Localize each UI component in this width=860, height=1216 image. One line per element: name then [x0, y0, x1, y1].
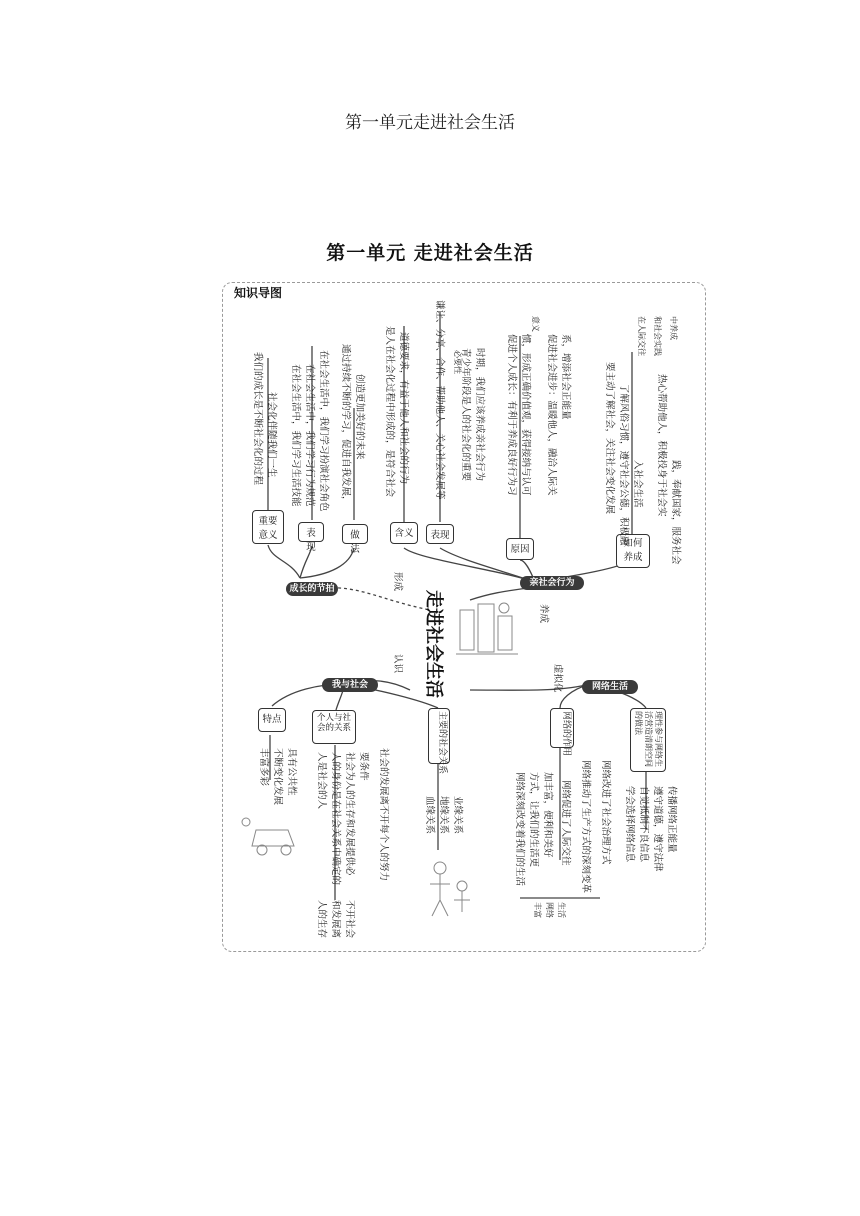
- box-method: 做法: [342, 524, 368, 544]
- text-line: 了解风俗习惯，遵守社会公德，积极融: [618, 384, 629, 546]
- box-individual-society: 个人与社会的关系: [312, 710, 356, 744]
- text-line: 青少年阶段是人的社会化的重要: [460, 348, 471, 482]
- box-main-relations: [428, 708, 450, 775]
- text-line: 业缘关系: [452, 796, 463, 835]
- side-line: 人的生存: [316, 900, 327, 939]
- tag-necessity: 必要性: [453, 350, 462, 374]
- side-line: 不开社会: [344, 900, 355, 939]
- text-line: 惯，形成正确价值观，获得接纳与认可: [520, 334, 531, 496]
- connector-cultivate: 养成: [538, 604, 549, 624]
- text-line: 丰富多彩: [258, 748, 269, 787]
- text-line: 网络促进了人际交往: [560, 780, 571, 866]
- box-reason: 原因: [506, 538, 534, 560]
- text-line: 创造更加美好的未来: [354, 374, 365, 460]
- text-line: 谦让、分享、合作、帮助他人、关心社会发展等: [434, 300, 445, 500]
- text-line: 社会的发展离不开每个人的努力: [378, 748, 389, 882]
- box-traits: 特点: [258, 708, 286, 732]
- text-line: 践，奉献国家，服务社会: [670, 460, 681, 565]
- text-line: 是人在社会化过程中形成的，是符合社会: [384, 326, 395, 498]
- side-line: 和发展离: [330, 900, 341, 939]
- box-expression: 表现: [298, 522, 324, 542]
- text-line: 社会化伴随我们一生: [266, 392, 277, 478]
- branch-growth-rhythm: 成长的节拍: [286, 582, 338, 596]
- connector-know: 认识: [392, 654, 403, 674]
- text-line: 系，增添社会正能量: [560, 334, 571, 420]
- text-line: 网络深刻改变着我们的生活: [514, 772, 525, 887]
- text-line: 方式，让我们的生活更: [528, 772, 539, 868]
- unit-heading: 第一单元 走进社会生活: [326, 242, 534, 264]
- text-line: 在社会生活中，我们学习行为规范: [304, 364, 315, 507]
- side-line: 丰富: [533, 902, 542, 918]
- document-title: 第一单元走进社会生活: [345, 113, 515, 133]
- text-line: 促进个人成长：有利于养成良好行为习: [506, 334, 517, 496]
- text-line: 人是社会的人: [316, 752, 327, 810]
- people-illustration: [420, 856, 480, 936]
- text-line: 入社会生活: [632, 460, 643, 508]
- text-line: 道德要求，有益于他人和社会的行为: [398, 332, 409, 485]
- text-line: 具有公共性: [286, 748, 297, 796]
- text-line: 加丰富，便利和美好: [542, 772, 553, 858]
- text-line: 在社会生活中，我们学习生活技能: [290, 364, 301, 507]
- box-meaning: 含义: [390, 522, 418, 544]
- box-main-relations-label: 主要的社会关系: [437, 711, 447, 775]
- tag-how: 和社会实践: [653, 316, 662, 356]
- branch-online-life: 网络生活: [582, 680, 638, 694]
- side-line: 生活: [557, 902, 566, 918]
- box-importance: 重要意义: [252, 510, 284, 544]
- box-rational-participation-inner: [631, 709, 665, 771]
- text-line: 不断变化发展: [272, 748, 283, 806]
- text-line: 要主动了解社会，关注社会变化发展: [604, 362, 615, 515]
- box-rational-participation-label: 理性参与网络生活营造清朗空间的做法: [634, 711, 663, 767]
- connector-virtual: 虚拟化: [552, 664, 563, 693]
- family-car-illustration: [240, 806, 304, 866]
- branch-prosocial-behavior: 亲社会行为: [520, 576, 584, 590]
- tag-how: 中养成: [669, 316, 678, 340]
- text-line: 社会为人的生存和发展提供必: [344, 752, 355, 876]
- text-line: 传播网络正能量: [666, 786, 677, 853]
- box-manifestation: 表现: [426, 524, 454, 544]
- text-line: 遵守道德，遵守法律: [652, 786, 663, 872]
- text-line: 人的身份是在社会关系中确定的: [330, 752, 341, 886]
- box-network-role: [550, 708, 574, 757]
- text-line: 通过持续不断的学习，促进自我发展，: [340, 344, 351, 506]
- branch-me-and-society: 我与社会: [322, 678, 378, 692]
- text-line: 时期，我们应该养成亲社会行为: [474, 348, 485, 482]
- text-line: 促进社会进步：温暖他人，融洽人际关: [546, 334, 557, 496]
- text-line: 血缘关系: [424, 796, 435, 835]
- box-rational-participation: [630, 708, 666, 772]
- tag-how: 在人际交往: [637, 316, 646, 356]
- side-line: 网络: [545, 902, 554, 918]
- tag-significance: 意义: [531, 316, 540, 332]
- text-line: 网络改进了社会治理方式: [600, 760, 611, 865]
- text-line: 热心帮助他人，积极投身于社会实: [656, 374, 667, 517]
- text-line: 网络推动了生产方式的深刻变革: [580, 760, 591, 894]
- text-line: 地缘关系: [438, 796, 449, 835]
- box-network-role-label: 网络的作用: [561, 711, 571, 757]
- text-line: 自觉抵制不良信息: [638, 786, 649, 863]
- text-line: 我们的成长是不断社会化的过程: [252, 352, 263, 486]
- city-illustration: [452, 600, 522, 666]
- text-line: 要条件: [358, 752, 369, 781]
- text-line: 在社会生活中，我们学习扮演社会角色: [318, 350, 329, 512]
- box-how-to-form: 如何养成: [616, 534, 650, 568]
- mind-map-label: 知识导图: [230, 283, 286, 302]
- text-line: 学会选择网络信息: [624, 786, 635, 863]
- connector-form: 形成: [392, 572, 403, 592]
- center-topic: 走进社会生活: [423, 590, 444, 698]
